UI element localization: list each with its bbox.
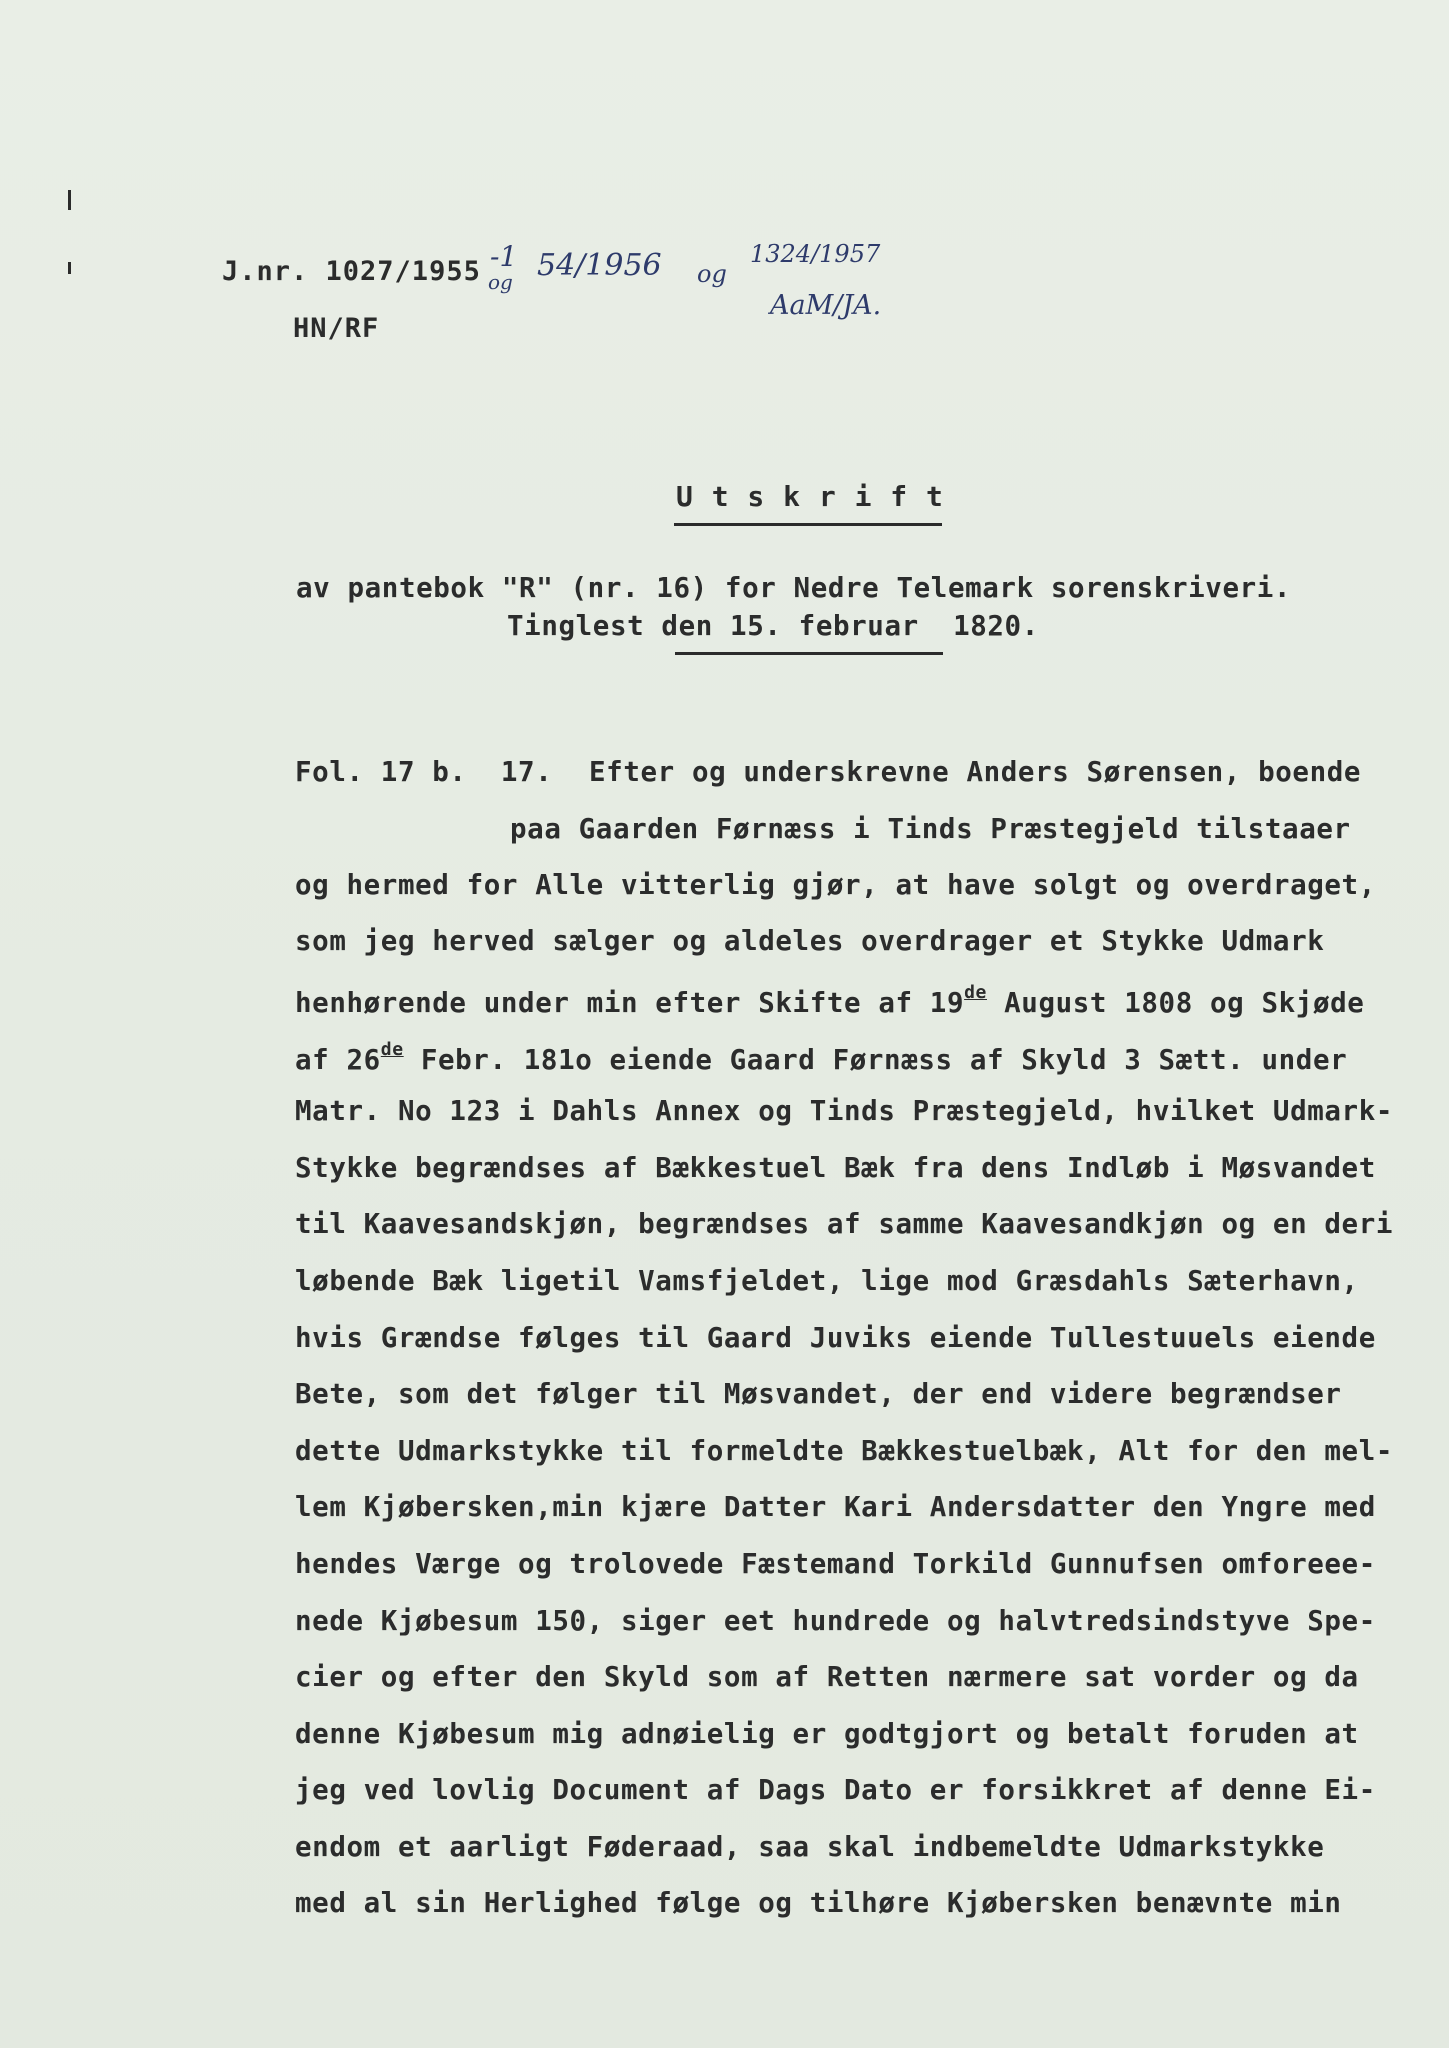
handwritten-og: og [488,270,513,294]
text-line: Bete, som det følger til Møsvandet, der end videre begrændser [295,1378,1342,1410]
document-heading: U t s k r i f t [676,480,944,513]
text-line: til Kaavesandskjøn, begrændses af samme Kaavesandkjøn og en deri [295,1208,1394,1240]
text-line: af 26de Febr. 181o eiende Gaard Førnæss af Skyld 3 Sætt. under [295,1039,1348,1076]
typist-initials: HN/RF [293,313,380,344]
text-line: med al sin Herlighed følge og tilhøre Kjøbersken benævnte min [295,1887,1342,1919]
text-line: cier og efter den Skyld som af Retten nærmere sat vorder og da [295,1661,1359,1693]
folio-reference: Fol. 17 b. 17. [295,756,553,788]
text-line: nede Kjøbesum 150, siger eet hundrede og halvtredsindstyve Spe- [295,1605,1376,1637]
handwritten-reference: 54/1956 [537,248,662,283]
text-line: løbende Bæk ligetil Vamsfjeldet, lige mod Græsdahls Sæterhavn, [295,1265,1359,1297]
handwritten-reference: 1324/1957 [750,240,881,268]
text-line: lem Kjøbersken,min kjære Datter Kari Andersdatter den Yngre med [295,1491,1376,1523]
text-line: Stykke begrændses af Bækkestuel Bæk fra dens Indløb i Møsvandet [295,1152,1376,1184]
text-line: og hermed for Alle vitterlig gjør, at have solgt og overdraget, [295,869,1376,901]
journal-number: J.nr. 1027/1955 [222,256,481,287]
text-line: henhørende under min efter Skifte af 19de August 1808 og Skjøde [295,982,1365,1019]
text-line: endom et aarligt Føderaad, saa skal indbemeldte Udmarkstykke [295,1831,1325,1863]
text-line: Efter og underskrevne Anders Sørensen, boende [589,756,1362,788]
text-line: dette Udmarkstykke til formeldte Bækkestuelbæk, Alt for den mel- [295,1435,1394,1467]
text-line: jeg ved lovlig Document af Dags Dato er forsikkret af denne Ei- [295,1774,1376,1806]
handwritten-initials: AaM/JA. [770,290,882,321]
text-line: denne Kjøbesum mig adnøielig er godtgjort og betalt foruden at [295,1718,1359,1750]
edge-mark [68,190,71,210]
edge-mark [68,262,71,274]
text-line: hvis Grændse følges til Gaard Juviks eiende Tullestuuels eiende [295,1322,1376,1354]
handwritten-og: og [697,260,727,288]
registration-line: Tinglest den 15. februar 1820. [507,610,1039,642]
source-line: av pantebok "R" (nr. 16) for Nedre Telemark sorenskriveri. [296,572,1292,604]
text-line: som jeg herved sælger og aldeles overdrager et Stykke Udmark [295,925,1325,957]
registration-underline [675,652,943,655]
text-line: hendes Værge og trolovede Fæstemand Torkild Gunnufsen omforeee- [295,1548,1376,1580]
heading-underline [674,523,942,526]
text-line: paa Gaarden Førnæss i Tinds Præstegjeld tilstaaer [510,813,1351,845]
handwritten-suffix: -1 [490,240,518,273]
text-line: Matr. No 123 i Dahls Annex og Tinds Præstegjeld, hvilket Udmark- [295,1095,1394,1127]
